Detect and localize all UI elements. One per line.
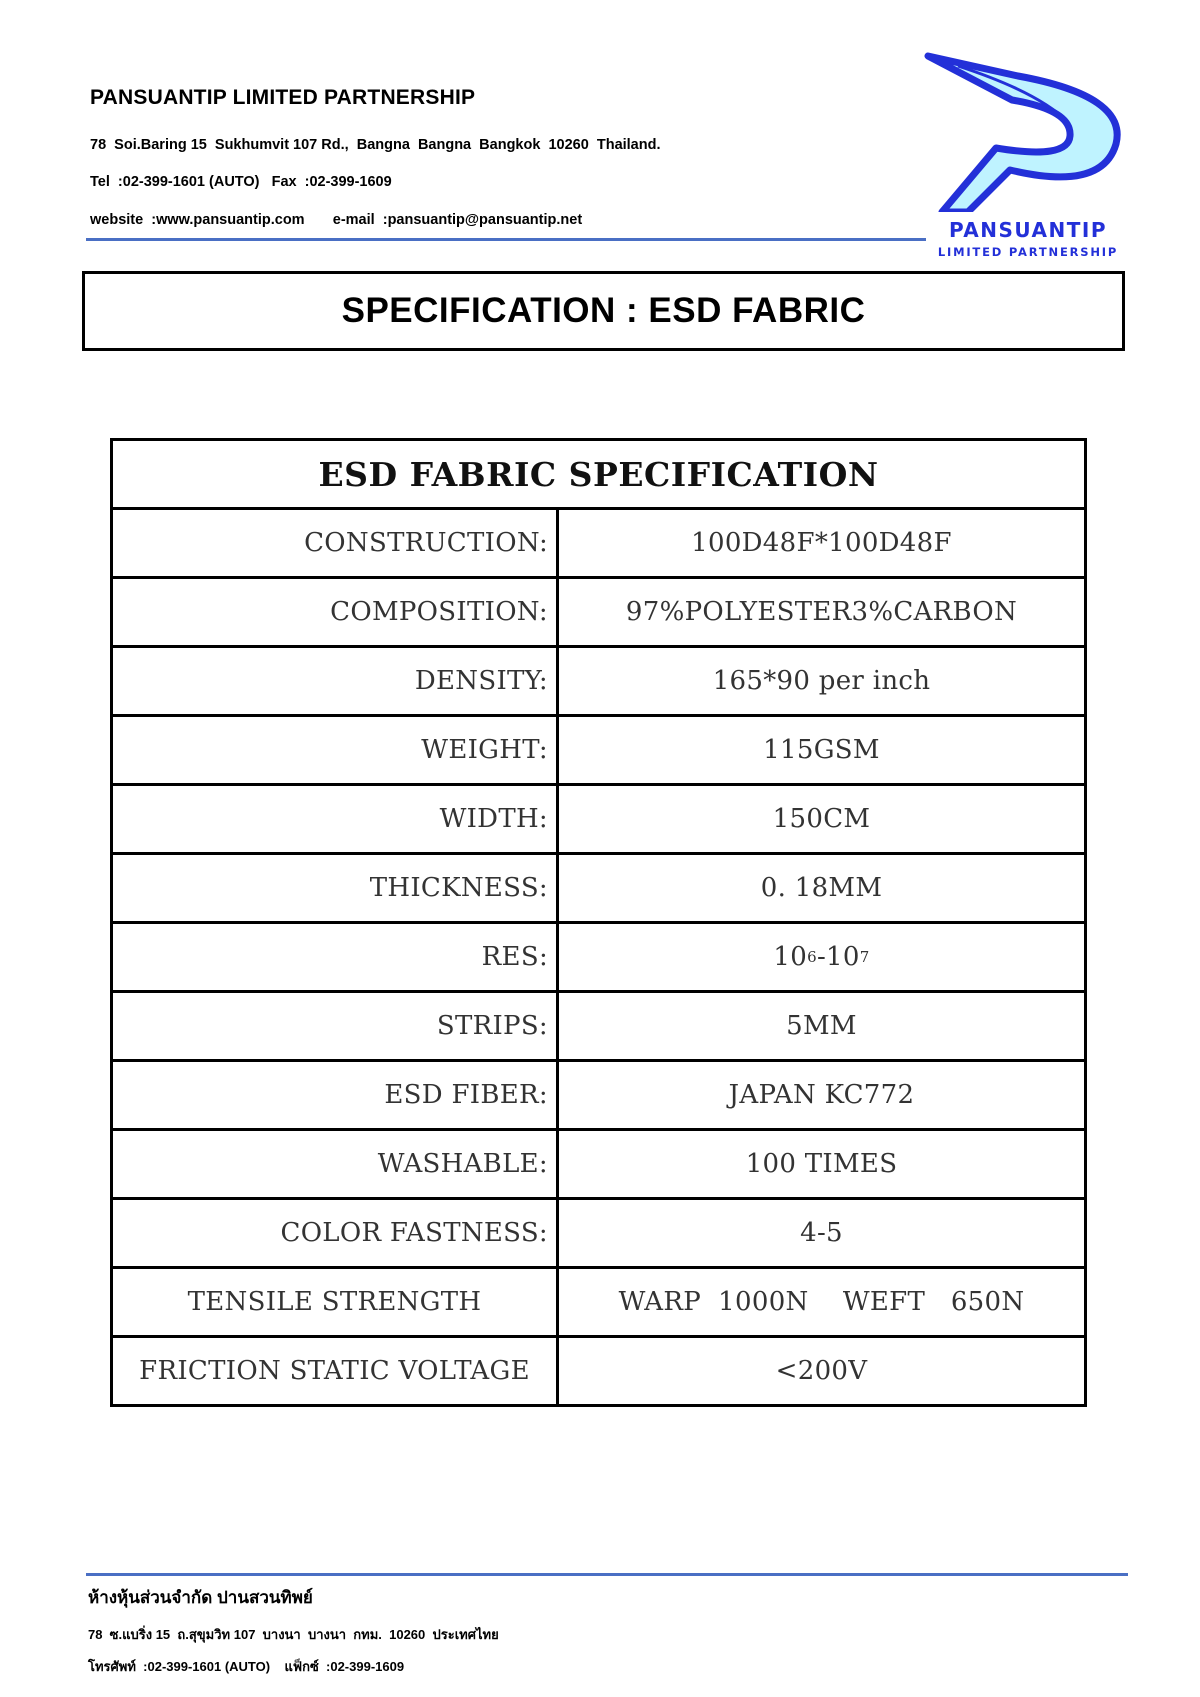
row-label: DENSITY: xyxy=(113,648,559,714)
row-value: JAPAN KC772 xyxy=(728,1080,915,1110)
row-value: 0. 18MM xyxy=(760,873,883,903)
row-value: 115GSM xyxy=(763,735,880,765)
table-row xyxy=(113,1269,1084,1338)
res-base-2: 10 xyxy=(826,942,860,972)
footer-rule xyxy=(86,1573,1128,1576)
footer-address: 78 ซ.แบริ่ง 15 ถ.สุขุมวิท 107 บางนา บางนา กทม. 10260 ประเทศไทย xyxy=(88,1627,499,1642)
row-label: ESD FIBER: xyxy=(113,1062,559,1128)
row-label: WEIGHT: xyxy=(113,717,559,783)
table-row xyxy=(113,1131,1084,1200)
table-row xyxy=(113,648,1084,717)
row-value: 100 TIMES xyxy=(745,1149,898,1179)
table-row xyxy=(113,1338,1084,1404)
res-exponent-1: 6 xyxy=(807,948,817,966)
page-title: SPECIFICATION : ESD FABRIC xyxy=(341,291,866,330)
res-exponent-2: 7 xyxy=(859,948,870,966)
row-value: 5MM xyxy=(786,1011,857,1041)
spec-table xyxy=(110,438,1087,1407)
logo-name: PANSUANTIP xyxy=(948,218,1108,242)
footer-company-name: ห้างหุ้นส่วนจำกัด ปานสวนทิพย์ xyxy=(88,1588,313,1607)
row-value: 97%POLYESTER3%CARBON xyxy=(625,597,1018,627)
company-name: PANSUANTIP LIMITED PARTNERSHIP xyxy=(90,86,476,109)
row-value-res xyxy=(559,924,1084,990)
row-label: FRICTION STATIC VOLTAGE xyxy=(113,1338,559,1404)
row-label: WIDTH: xyxy=(113,786,559,852)
table-row xyxy=(113,855,1084,924)
row-label: RES: xyxy=(113,924,559,990)
row-value: 150CM xyxy=(772,804,871,834)
row-value: <200V xyxy=(775,1356,868,1386)
row-value: 4-5 xyxy=(800,1218,843,1248)
header-rule xyxy=(86,238,926,241)
row-label: TENSILE STRENGTH xyxy=(113,1269,559,1335)
table-row xyxy=(113,1062,1084,1131)
res-separator: - xyxy=(816,942,827,972)
company-address: 78 Soi.Baring 15 Sukhumvit 107 Rd., Bangna Bangna Bangkok 10260 Thailand. xyxy=(90,137,661,153)
company-web-email: website :www.pansuantip.com e-mail :pansuantip@pansuantip.net xyxy=(90,212,583,228)
row-label: COLOR FASTNESS: xyxy=(113,1200,559,1266)
row-label: STRIPS: xyxy=(113,993,559,1059)
table-row xyxy=(113,717,1084,786)
company-phone: Tel :02-399-1601 (AUTO) Fax :02-399-1609 xyxy=(90,174,392,190)
row-value: WARP 1000N WEFT 650N xyxy=(618,1287,1025,1317)
spec-table-heading: ESD FABRIC SPECIFICATION xyxy=(113,441,1084,510)
table-row xyxy=(113,924,1084,993)
table-row xyxy=(113,579,1084,648)
row-label: CONSTRUCTION: xyxy=(113,510,559,576)
row-label: THICKNESS: xyxy=(113,855,559,921)
res-base-1: 10 xyxy=(773,942,808,972)
footer-phone: โทรศัพท์ :02-399-1601 (AUTO) แฟ็กซ์ :02-399-1609 xyxy=(88,1659,405,1674)
logo-swoosh-icon xyxy=(918,52,1138,212)
row-label: WASHABLE: xyxy=(113,1131,559,1197)
row-label: COMPOSITION: xyxy=(113,579,559,645)
row-value: 165*90 per inch xyxy=(712,666,931,696)
company-logo xyxy=(918,52,1138,257)
table-row xyxy=(113,1200,1084,1269)
table-row xyxy=(113,993,1084,1062)
logo-subtitle: LIMITED PARTNERSHIP xyxy=(937,245,1119,259)
title-box xyxy=(82,271,1125,351)
row-value: 100D48F*100D48F xyxy=(691,528,952,558)
table-row xyxy=(113,510,1084,579)
table-row xyxy=(113,786,1084,855)
